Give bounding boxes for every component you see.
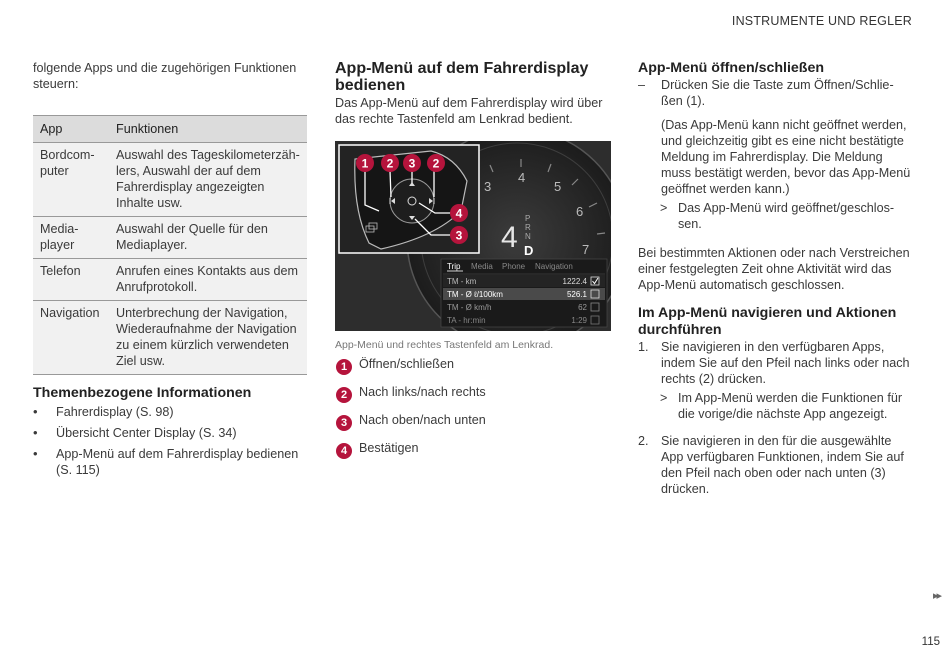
- related-link[interactable]: • App-Menü auf dem Fahrerdisplay bedienen (S. 115): [33, 446, 307, 478]
- step-dash: –: [638, 78, 646, 92]
- column-3: [638, 60, 913, 497]
- callout-left-right: 2: [432, 156, 440, 171]
- table-row: [33, 301, 307, 375]
- next-page-arrow-icon[interactable]: ▸▸: [932, 590, 940, 602]
- instruction-step: [638, 77, 913, 109]
- menu-row-value: 1222.4: [562, 277, 587, 286]
- gauge-number: 6: [576, 204, 584, 219]
- section-heading-navigate: Im App-Menü navigieren und Aktionen durchführen: [638, 305, 897, 338]
- legend-text: Nach oben/nach unten: [359, 413, 486, 427]
- gear-letter: P: [525, 214, 531, 223]
- table-cell-app: Telefon: [33, 259, 109, 301]
- step-note: (Das App-Menü kann nicht geöffnet werden, und gleichzeitig gibt es eine nicht bestätigte Meldung im Fahrerdisplay. Die Meldung muss bestätigt werden, bevor das App-Menü geöffnet werden kann.): [661, 118, 911, 196]
- numbered-step: [638, 339, 913, 387]
- legend-number-badge: 1: [336, 359, 352, 375]
- legend-text: Bestätigen: [359, 441, 419, 455]
- step-text: Sie navigieren in den für die ausgewählte App verfügbaren Funktionen, indem Sie auf den Pfeil nach oben oder nach unten (3) drücken.: [661, 434, 904, 496]
- callout-open-close: 1: [361, 156, 369, 171]
- section-title: App-Menü auf dem Fahrerdisplay bedienen: [335, 60, 589, 94]
- intro-text: folgende Apps und die zugehörigen Funktionen steuern:: [33, 61, 297, 91]
- legend-number-badge: 2: [336, 387, 352, 403]
- table-header-row: [33, 116, 307, 143]
- menu-tab-media: Media: [471, 262, 493, 271]
- figure-caption: App-Menü und rechtes Tastenfeld am Lenkrad.: [335, 339, 554, 351]
- gauge-number: 7: [582, 242, 590, 257]
- table-header-app: App: [33, 116, 109, 143]
- menu-row-label: TA - hr:min: [447, 316, 486, 325]
- callout-confirm: 4: [455, 206, 463, 221]
- table-cell-functions: Auswahl des Tageskilometerzäh- lers, Auswahl der auf dem Fahrerdisplay angezeigten Inhalte usw.: [109, 143, 307, 217]
- table-cell-functions: Auswahl der Quelle für den Mediaplayer.: [109, 217, 307, 259]
- result-marker: >: [660, 201, 668, 215]
- legend-number-badge: 4: [336, 443, 352, 459]
- table-cell-functions: Unterbrechung der Navigation, Wiederaufnahme der Navigation zu einem kürzlich verwendeten Ziel usw.: [109, 301, 307, 375]
- page-header-title: INSTRUMENTE UND REGLER: [731, 14, 912, 28]
- table-cell-functions: Anrufen eines Kontakts aus dem Anrufprotokoll.: [109, 259, 307, 301]
- gear-letter: R: [525, 223, 531, 232]
- gear-number: 4: [501, 221, 518, 254]
- gauge-number: 3: [484, 179, 492, 194]
- menu-tab-trip: Trip: [447, 262, 461, 271]
- page-number: 115: [921, 636, 940, 648]
- result-text: Das App-Menü wird geöffnet/geschlos- sen.: [678, 201, 895, 231]
- related-link[interactable]: • Übersicht Center Display (S. 34): [33, 425, 307, 441]
- menu-row-label: TM - Ø km/h: [447, 303, 492, 312]
- callout-up-down: 3: [455, 228, 463, 243]
- table-cell-app: Media- player: [33, 217, 109, 259]
- step-text: Drücken Sie die Taste zum Öffnen/Schlie- ßen (1).: [661, 78, 894, 108]
- legend-item: [335, 356, 611, 372]
- apps-table: [33, 115, 307, 375]
- table-row: [33, 259, 307, 301]
- callout-left-right: 2: [386, 156, 394, 171]
- gauge-number: 4: [518, 170, 526, 185]
- figure-illustration: [335, 141, 611, 331]
- menu-tab-phone: Phone: [502, 262, 526, 271]
- section-heading-open-close: App-Menü öffnen/schließen: [638, 60, 825, 76]
- menu-row-value: 62: [578, 303, 587, 312]
- menu-row-value: 1:29: [571, 316, 587, 325]
- gear-letter: D: [524, 243, 534, 258]
- figure-legend: [335, 356, 611, 456]
- callout-up-down: 3: [408, 156, 416, 171]
- legend-item: [335, 412, 611, 428]
- table-row: [33, 217, 307, 259]
- table-cell-app: Bordcom- puter: [33, 143, 109, 217]
- menu-row-label: TM - Ø ℓ/100km: [447, 290, 503, 299]
- menu-tab-navigation: Navigation: [535, 262, 573, 271]
- table-row: [33, 143, 307, 217]
- result-marker: >: [660, 391, 668, 405]
- legend-item: [335, 384, 611, 400]
- table-cell-app: Navigation: [33, 301, 109, 375]
- result-text: Im App-Menü werden die Funktionen für die vorige/die nächste App angezeigt.: [678, 391, 903, 421]
- legend-text: Öffnen/schließen: [359, 357, 454, 371]
- numbered-step: [638, 433, 913, 497]
- step-result: [638, 390, 913, 422]
- menu-row-label: TM - km: [447, 277, 477, 286]
- legend-item: [335, 440, 611, 456]
- step-text: Sie navigieren in den verfügbaren Apps, indem Sie auf den Pfeil nach links oder nach rechts (2) drücken.: [661, 340, 910, 386]
- menu-row-value: 526.1: [566, 290, 587, 299]
- related-link[interactable]: • Fahrerdisplay (S. 98): [33, 404, 307, 420]
- legend-text: Nach links/nach rechts: [359, 385, 486, 399]
- column-1: [33, 60, 307, 483]
- column-2: [335, 60, 611, 468]
- step-number: 2.: [638, 434, 649, 448]
- legend-number-badge: 3: [336, 415, 352, 431]
- section-subtitle: Das App-Menü auf dem Fahrerdisplay wird über das rechte Tastenfeld am Lenkrad bedient.: [335, 96, 603, 126]
- related-info-heading: Themenbezogene Informationen: [33, 385, 252, 401]
- related-links-list: [33, 404, 307, 478]
- auto-close-paragraph: Bei bestimmten Aktionen oder nach Verstreichen einer festgelegten Zeit ohne Aktivität wird das App-Menü automatisch geschlossen.: [638, 246, 910, 292]
- gear-letter: N: [525, 232, 531, 241]
- gauge-number: 5: [554, 179, 562, 194]
- table-header-functions: Funktionen: [109, 116, 307, 143]
- steering-display-figure: [335, 141, 611, 331]
- step-result: [638, 200, 913, 232]
- step-number: 1.: [638, 340, 649, 354]
